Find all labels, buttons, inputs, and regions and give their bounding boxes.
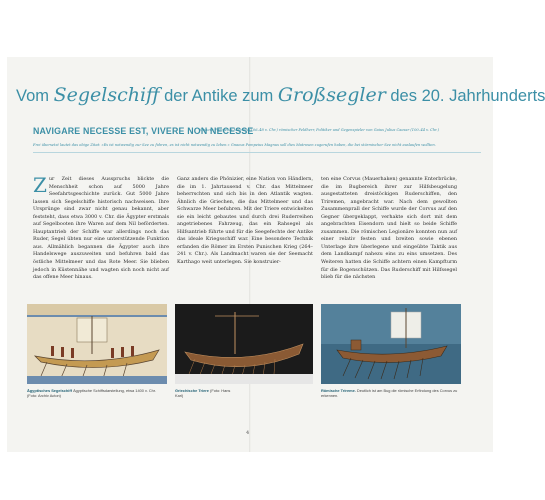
motto-heading: NAVIGARE NECESSE EST, VIVERE NON NECESSE (33, 126, 254, 136)
text-column-3: ten eine Corvus (Mauerhaken) genannte Enterbrücke, die im Bugbereich ihrer zur Hilfsbeugelung ausgestatteten dreistöckigen Ruderschiffen, den Triremen, angebracht war. Nach dem gewollten Zusammenprall der Schiffe wurde der Corvus auf den Gegner übergeklappt, verhakte sich dort mit dem angebrachten Eisendorn und hielt so beide Schiffe zusammen. Die römischen Legionäre konnten nun auf einer relativ festen und breiten sowie ebenen Unterlage ihre überlegene und eingeübte Taktik aus dem Landkampf nahezu eins zu eins umsetzen. Des Weiteren hatten die Schiffe achtern einen Kampfturm für die Bogenschützen. Das Ruderschiff mit Hilfssegel blieb für die nächsten (321, 176, 457, 281)
egyptian-ship-photo (27, 304, 167, 384)
divider-rule (33, 152, 481, 153)
caption-roman-trireme: Römische Trireme. Deutlich ist am Bug die römische Erfindung des Corvus zu erkennen. (321, 388, 458, 399)
column-1-text: ur Zeit dieses Ausspruchs blickte die Menschheit schon auf 5000 Jahre Seefahrtsgeschichte zurück. Gut 5000 Jahre lassen sich Segelschiffe historisch nachweisen. Ihre Ursprünge sind zwar nicht genau bekannt, aber feststeht, dass etwa 3000 v. Chr. die Ägypter erstmals auf Segelbooten ihre Waren auf dem Nil beförderten. Hauptantrieb der Schiffe war allerdings noch das Ruder, Segel übten nur eine unterstützende Funktion aus. Allmählich begannen die Ägypter auch ihre Handelswege auszuweiten und befuhren bald das östliche Mittelmeer und das Rote Meer. Sie blieben jedoch in Küstennähe und wagten sich noch nicht auf das offene Meer hinaus. (33, 176, 169, 281)
text-column-1 (33, 173, 169, 282)
caption-greek-trireme: Griechische Triere (Foto: Hans Karl) (175, 388, 231, 399)
greek-trireme-photo (175, 304, 313, 384)
roman-trireme-photo (321, 304, 461, 384)
drop-cap: Z (33, 173, 47, 197)
motto-translation: Frei übersetzt lautet das obige Zitat: »Es ist notwendig zur See zu fahren, es ist nicht notwendig zu leben.« Gnaeus Pompeius Magnus soll dies Matrosen zugerufen haben, die bei stürmischer See nicht auslaufen wollten. (33, 143, 436, 147)
caption-egyptian-ship: Ägyptisches Segelschiff Ägyptische Schiffsdarstellung, etwa 1400 v. Chr. (Foto: Archiv Acton) (27, 388, 156, 399)
page-number: 4 (246, 430, 250, 436)
text-column-2: Ganz anders die Phönizier, eine Nation von Händlern, die im 1. Jahrtausend v. Chr. das Mittelmeer beherrschten und sich bis in den Atlantik wagten. Ähnlich die Griechen, die das Mittelmeer und das Schwarze Meer befuhren. Mit der Triere entwickelten sie ein leicht gebautes und durch drei Ruderreihen angetriebenes Fahrzeug, das ein Rahsegel als Hilfsantrieb führte und für die Seegefechte der Antike das ideale Kriegsschiff war. Eine besondere Technik erfanden die Römer im Ersten Punischen Krieg (264–241 v. Chr.). Als Landmacht waren sie der Seemacht Karthago weit unterlegen. Sie konstruier- (177, 176, 313, 266)
motto-attribution: Gnaeus Pompeius Magnus (106–48 v. Chr.) römischer Feldherr, Politiker und Gegenspieler von Gaius Julius Caesar (100–44 v. Chr.) (200, 128, 439, 132)
page-title: Vom Segelschiff der Antike zum Großsegler des 20. Jahrhunderts (16, 84, 545, 106)
